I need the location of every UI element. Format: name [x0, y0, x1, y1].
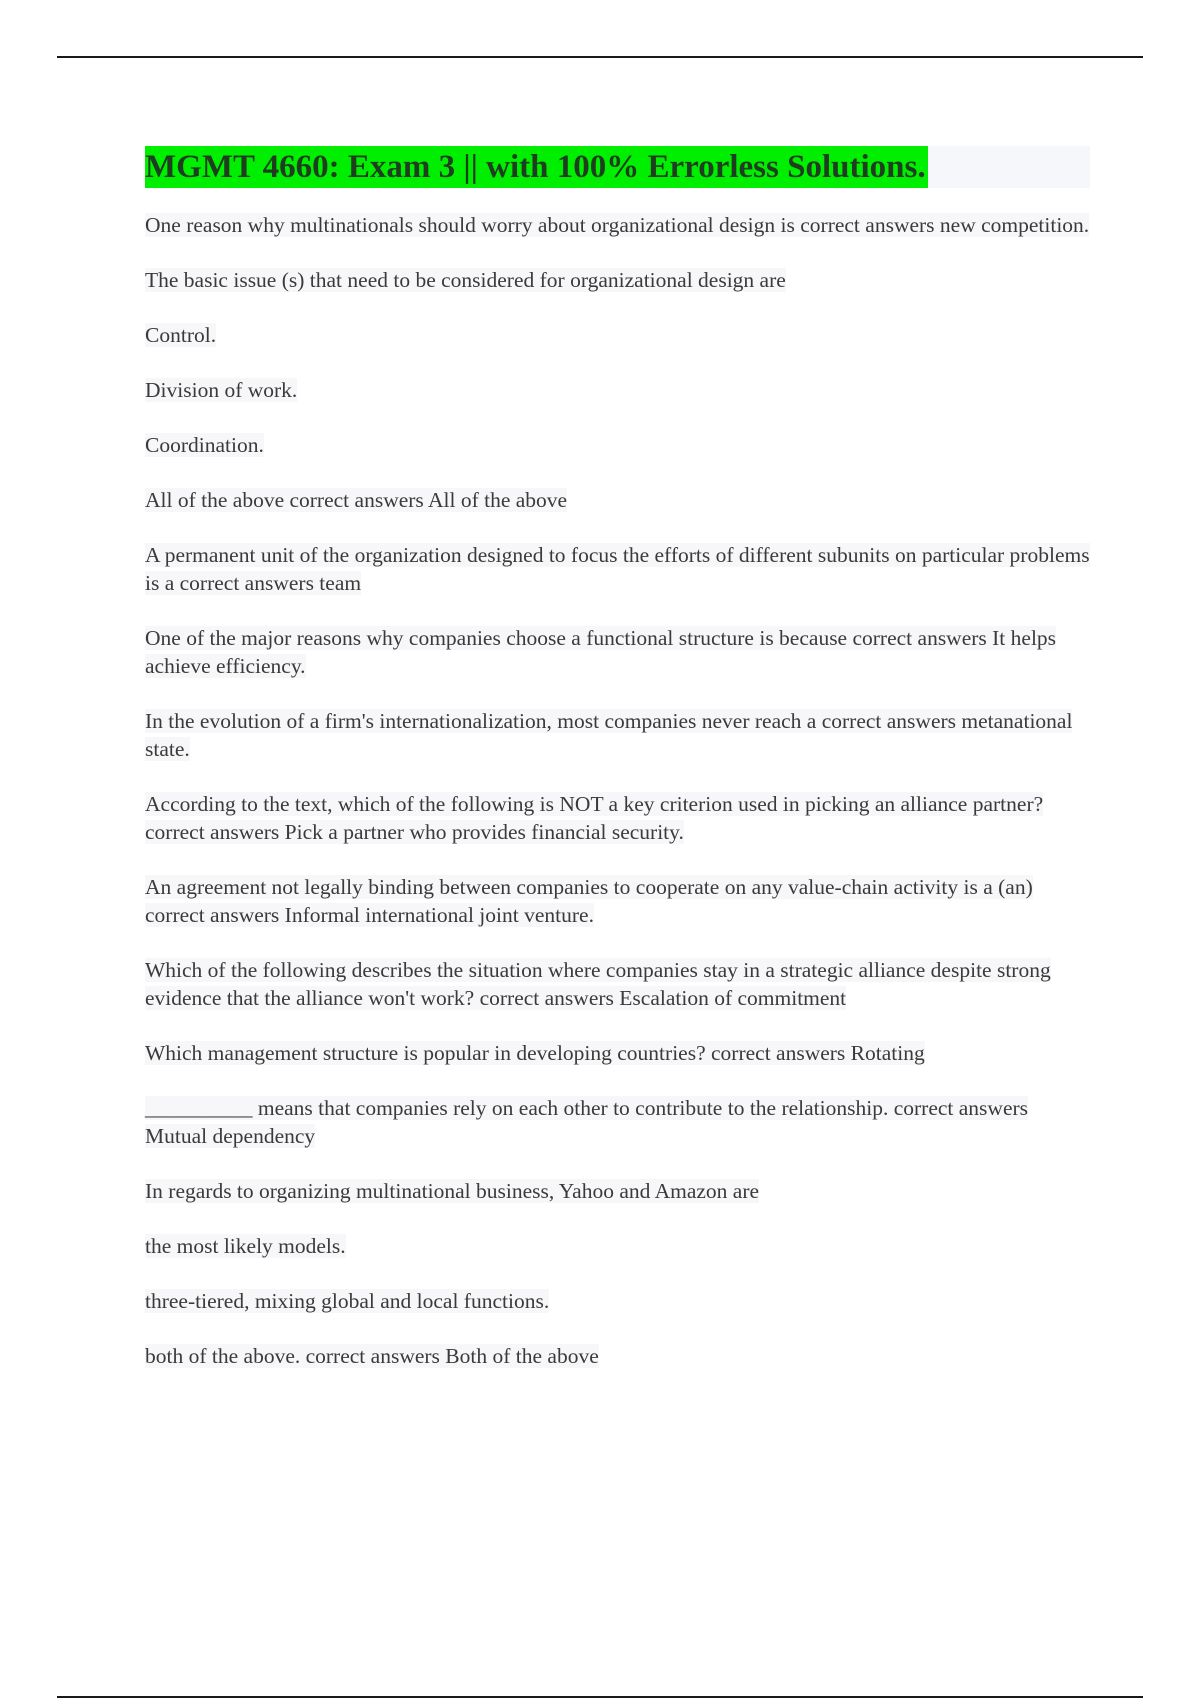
paragraph-text: three-tiered, mixing global and local functions. [145, 1289, 550, 1313]
paragraph-text: An agreement not legally binding between companies to cooperate on any value-chain activity is a (an) correct answers Informal international joint venture. [145, 875, 1033, 927]
paragraph-text: Which of the following describes the situation where companies stay in a strategic alliance despite strong evidence that the alliance won't work? correct answers Escalation of commitment [145, 958, 1051, 1010]
paragraph-3 [145, 321, 1090, 349]
paragraph-15 [145, 1177, 1090, 1205]
paragraph-9 [145, 707, 1090, 763]
paragraph-4 [145, 376, 1090, 404]
title-band [145, 146, 1090, 188]
paragraph-text: __________ means that companies rely on each other to contribute to the relationship. correct answers Mutual dependency [145, 1096, 1029, 1148]
paragraph-text: A permanent unit of the organization designed to focus the efforts of different subunits on particular problems is a correct answers team [145, 543, 1090, 595]
paragraph-1 [145, 211, 1090, 239]
paragraph-11 [145, 873, 1090, 929]
paragraph-7 [145, 541, 1090, 597]
document-title: MGMT 4660: Exam 3 || with 100% Errorless Solutions. [145, 146, 928, 188]
paragraph-text: All of the above correct answers All of the above [145, 488, 568, 512]
paragraph-2 [145, 266, 1090, 294]
paragraph-text: In regards to organizing multinational business, Yahoo and Amazon are [145, 1179, 760, 1203]
bottom-rule [57, 1696, 1143, 1698]
paragraph-text: The basic issue (s) that need to be considered for organizational design are [145, 268, 786, 292]
paragraph-17 [145, 1287, 1090, 1315]
paragraph-text: In the evolution of a firm's internationalization, most companies never reach a correct answers metanational state. [145, 709, 1073, 761]
paragraph-10 [145, 790, 1090, 846]
paragraph-text: One reason why multinationals should worry about organizational design is correct answers new competition. [145, 213, 1090, 237]
paragraph-13 [145, 1039, 1090, 1067]
paragraph-text: both of the above. correct answers Both of the above [145, 1344, 599, 1368]
paragraph-5 [145, 431, 1090, 459]
paragraph-text: Coordination. [145, 433, 264, 457]
paragraph-12 [145, 956, 1090, 1012]
paragraph-16 [145, 1232, 1090, 1260]
paragraph-text: the most likely models. [145, 1234, 346, 1258]
paragraph-8 [145, 624, 1090, 680]
paragraph-text: One of the major reasons why companies choose a functional structure is because correct answers It helps achieve efficiency. [145, 626, 1057, 678]
document-body [145, 146, 1090, 1397]
paragraph-text: Which management structure is popular in developing countries? correct answers Rotating [145, 1041, 925, 1065]
top-rule [57, 56, 1143, 58]
paragraph-text: Division of work. [145, 378, 298, 402]
paragraph-6 [145, 486, 1090, 514]
paragraph-18 [145, 1342, 1090, 1370]
paragraph-14 [145, 1094, 1090, 1150]
paragraph-text: According to the text, which of the following is NOT a key criterion used in picking an alliance partner? correct answers Pick a partner who provides financial security. [145, 792, 1044, 844]
paragraph-text: Control. [145, 323, 217, 347]
